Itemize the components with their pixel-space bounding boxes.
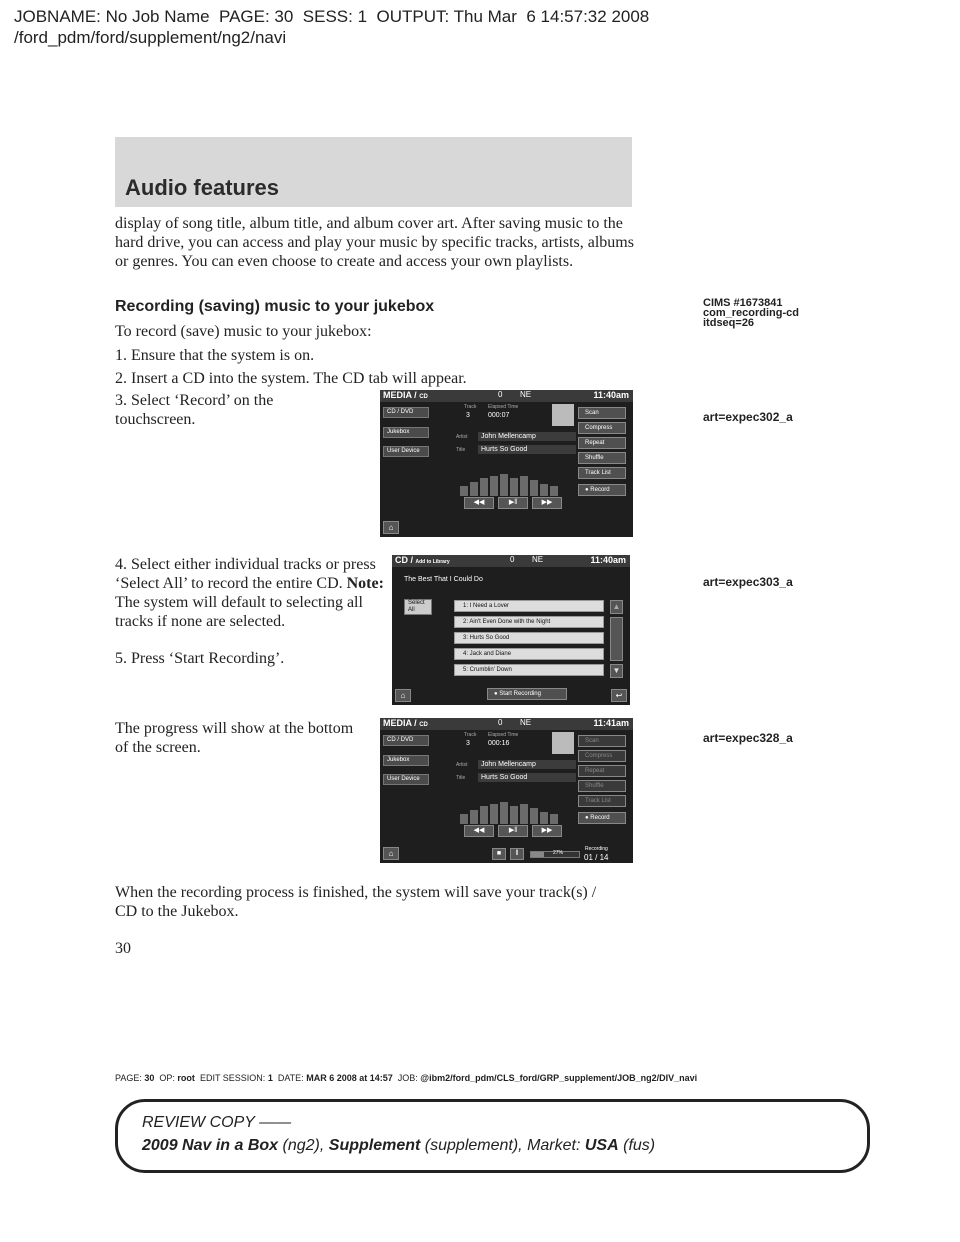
screen3-title: MEDIA / CD [383,718,428,728]
screen3-time: 11:41am [593,718,629,728]
record-label: Record [590,815,610,821]
step-1: 1. Ensure that the system is on. [115,347,315,364]
prev-track-button[interactable]: ◀◀ [464,497,494,509]
screen1-track: 3 [466,412,470,419]
screen3-artist-label: Artist [456,762,468,768]
screenshot-recording-progress [380,718,633,863]
pause-icon[interactable]: ‖ [510,848,524,860]
track-list-button: Track List [578,795,626,807]
repeat-button: Repeat [578,765,626,777]
screen2-time: 11:40am [590,555,626,565]
screen3-topbar [380,718,633,730]
home-icon[interactable]: ⌂ [383,847,399,860]
record-dot-icon: ● [494,691,498,697]
art-note-1: art=expec302_a [703,410,793,424]
tab-user-device[interactable]: User Device [383,446,429,457]
screen1-direction: NE [520,390,532,399]
page-number: 30 [115,940,131,957]
section-bar [115,137,632,207]
cims-id: CIMS #1673841 [703,297,783,309]
track-item[interactable]: 5: Crumblin' Down [454,664,604,676]
play-pause-button[interactable]: ▶‖ [498,497,528,509]
job-header [14,6,649,48]
tab-jukebox[interactable]: Jukebox [383,427,429,438]
screen1-track-label: Track [464,404,477,410]
recording-heading: Recording (saving) music to your jukebox [115,298,435,315]
screen3-zero: 0 [498,718,503,727]
tab-cd-dvd[interactable]: CD / DVD [383,407,429,418]
screen3-track: 3 [466,740,470,747]
recording-progress-fill [531,852,544,857]
review-copy-label: REVIEW COPY —— [142,1114,292,1131]
screen1-elapsed-label: Elapsed Time [488,404,519,410]
track-list-button[interactable]: Track List [578,467,626,479]
scan-button[interactable]: Scan [578,407,626,419]
screen1-song: Hurts So Good [478,445,576,454]
screen2-topbar [392,555,630,567]
record-button[interactable] [578,812,626,824]
home-icon[interactable]: ⌂ [395,689,411,702]
progress-text: The progress will show at the bottom of the screen. [115,720,354,756]
step-5: 5. Press ‘Start Recording’. [115,650,285,667]
prev-track-button[interactable]: ◀◀ [464,825,494,837]
screen1-artist: John Mellencamp [478,432,576,441]
start-recording-label: Start Recording [499,691,541,697]
screen1-elapsed: 000:07 [488,412,510,419]
track-item[interactable]: 1: I Need a Lover [454,600,604,612]
cims-seq: itdseq=26 [703,317,755,329]
art-note-2: art=expec303_a [703,575,793,589]
screen3-direction: NE [520,718,532,727]
screen1-topbar [380,390,633,402]
closing-paragraph: When the recording process is finished, the system will save your track(s) / CD to the Jukebox. [115,884,597,920]
job-footer: PAGE: 30 OP: root EDIT SESSION: 1 DATE: MAR 6 2008 at 14:57 JOB: @ibm2/ford_pdm/CLS_ford/GRP_supplement/JOB_ng2/DIV_navi [115,1073,698,1083]
intro-paragraph: display of song title, album title, and album cover art. After saving music to the hard drive, you can access and play your music by specific tracks, artists, albums or genres. You can even choose to create and access your own playlists. [115,215,634,270]
screenshot-add-to-library [392,555,630,705]
screen3-elapsed: 000:16 [488,740,510,747]
screenshot-media-cd [380,390,633,537]
step-2: 2. Insert a CD into the system. The CD tab will appear. [115,370,467,387]
compress-button[interactable]: Compress [578,422,626,434]
job-header-line2: /ford_pdm/ford/supplement/ng2/navi [14,28,287,47]
record-icon: ● [585,487,589,493]
recording-progress-bar [530,851,580,858]
next-track-button[interactable]: ▶▶ [532,497,562,509]
art-note-3: art=expec328_a [703,731,793,745]
step-4-note: The system will default to selecting all tracks if none are selected. [115,594,363,630]
step-4 [115,555,385,631]
track-item[interactable]: 4: Jack and Diane [454,648,604,660]
step-3: 3. Select ‘Record’ on the touchscreen. [115,392,274,428]
album-cover [552,404,574,426]
start-recording-button[interactable] [487,688,567,700]
screen1-artist-label: Artist [456,434,468,440]
screen2-title: CD / Add to Library [395,555,450,565]
scrollbar-track[interactable] [610,617,623,661]
next-track-button[interactable]: ▶▶ [532,825,562,837]
screen2-direction: NE [532,555,544,564]
record-button[interactable] [578,484,626,496]
cims-note [703,298,799,328]
screen1-time: 11:40am [593,390,629,400]
note-label: Note: [346,575,384,592]
tab-cd-dvd[interactable]: CD / DVD [383,735,429,746]
cims-name: com_recording-cd [703,307,799,319]
step-4-text: 4. Select either individual tracks or press ‘Select All’ to record the entire CD. [115,556,376,592]
equalizer-visual [460,792,570,824]
shuffle-button: Shuffle [578,780,626,792]
album-cover [552,732,574,754]
compress-button: Compress [578,750,626,762]
screen2-zero: 0 [510,555,515,564]
scroll-down-icon[interactable]: ▼ [610,664,623,678]
screen3-song: Hurts So Good [478,773,576,782]
tab-user-device[interactable]: User Device [383,774,429,785]
review-copy-box [115,1099,870,1173]
screen1-title-label: Title [456,447,466,453]
select-all-button[interactable]: Select All [404,599,432,615]
screen3-artist: John Mellencamp [478,760,576,769]
screen3-track-label: Track [464,732,477,738]
record-label: Record [590,487,610,493]
stop-icon[interactable]: ■ [492,848,506,860]
recording-count: 01 / 14 [584,853,609,862]
screen3-title-label: Title [456,775,466,781]
repeat-button[interactable]: Repeat [578,437,626,449]
track-item[interactable]: 3: Hurts So Good [454,632,604,644]
tab-jukebox[interactable]: Jukebox [383,755,429,766]
scroll-up-icon[interactable]: ▲ [610,600,623,614]
section-title: Audio features [125,175,280,200]
play-pause-button[interactable]: ▶‖ [498,825,528,837]
shuffle-button[interactable]: Shuffle [578,452,626,464]
screen1-title: MEDIA / CD [383,390,428,400]
review-product-line: 2009 Nav in a Box (ng2), Supplement (supplement), Market: USA (fus) [142,1137,656,1154]
job-header-line1: JOBNAME: No Job Name PAGE: 30 SESS: 1 OUTPUT: Thu Mar 6 14:57:32 2008 [14,7,650,26]
album-title: The Best That I Could Do [404,576,483,583]
back-icon[interactable]: ↩ [611,689,627,702]
screen1-zero: 0 [498,390,503,399]
step-intro: To record (save) music to your jukebox: [115,323,372,340]
recording-label: Recording [585,846,608,852]
home-icon[interactable]: ⌂ [383,521,399,534]
screen3-elapsed-label: Elapsed Time [488,732,519,738]
recording-percent: 27% [553,850,564,856]
equalizer-visual [460,464,570,496]
record-icon: ● [585,815,589,821]
scan-button: Scan [578,735,626,747]
track-item[interactable]: 2: Ain't Even Done with the Night [454,616,604,628]
